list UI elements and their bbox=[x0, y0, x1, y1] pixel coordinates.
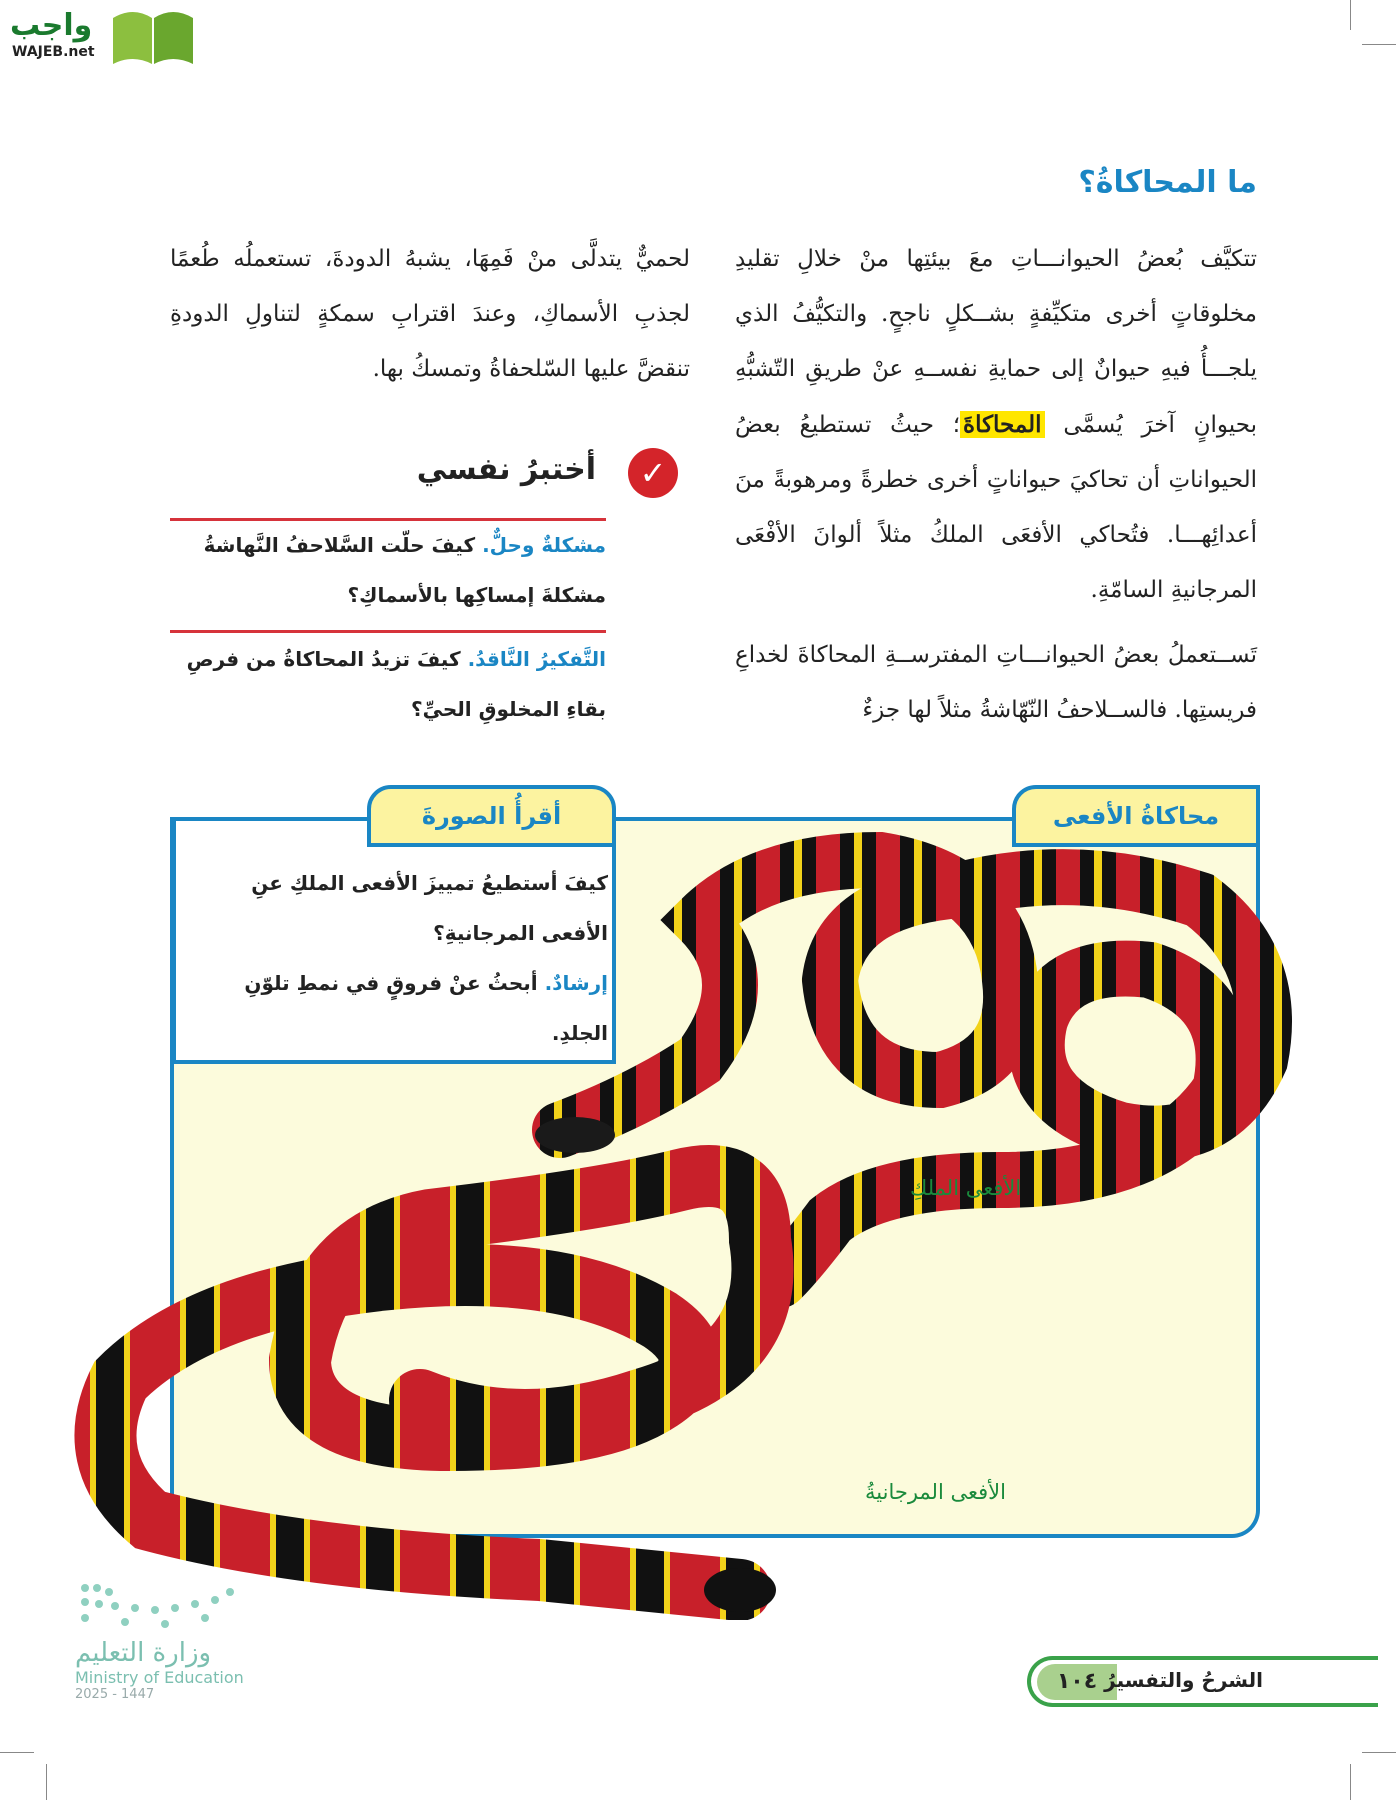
question-text: كيفَ أستطيعُ تمييزَ الأفعى الملكِ عنِ الأفعى المرجانيةِ؟ bbox=[251, 871, 608, 945]
question-text: كيفَ تزيدُ المحاكاةُ من فرصِ بقاءِ المخلوقِ الحيِّ؟ bbox=[186, 647, 606, 721]
page-footer-tab bbox=[1027, 1656, 1378, 1707]
body-text-left: لحميٌّ يتدلَّى منْ فَمِهَا، يشبهُ الدودةَ، تستعملُه طُعمًا لجذبِ الأسماكِ، وعندَ اقترابِ سمكةٍ لتناولِ الدودةِ تنقضَّ عليها السّلحفاةُ وتمسكُ بها. bbox=[170, 246, 690, 382]
ministry-year: 2025 - 1447 bbox=[75, 1687, 155, 1702]
paragraph-text: تَســتعملُ بعضُ الحيوانـــاتِ المفترســةِ المحاكاةَ لخداعِ فريستِها. فالســلاحفُ النّهّاشةُ مثلاً لها جزءٌ bbox=[735, 642, 1257, 723]
king-snake-image bbox=[560, 860, 1264, 1280]
read-image-tab: أقرأُ الصورةَ bbox=[367, 785, 616, 847]
hint-text: أبحثُ عنْ فروقٍ في نمطِ تلوّنِ الجلدِ. bbox=[244, 971, 608, 1045]
ministry-dots-icon bbox=[75, 1578, 245, 1633]
caption-coral-snake: الأفعى المرجانيةُ bbox=[865, 1480, 1006, 1504]
highlighted-term: المحاكاةَ bbox=[960, 411, 1045, 438]
ministry-name-en: Ministry of Education bbox=[75, 1668, 244, 1687]
section-title: ما المحاكاةُ؟ bbox=[1078, 165, 1257, 200]
coral-snake-image bbox=[105, 1176, 762, 1590]
crop-mark bbox=[0, 1752, 34, 1753]
crop-mark bbox=[1350, 1764, 1351, 1800]
crop-mark bbox=[1350, 0, 1351, 30]
page-number: ١٠٤ bbox=[1037, 1664, 1117, 1700]
paragraph-text: تتكيَّف بُعضُ الحيوانـــاتِ معَ بيئتِها منْ خلالِ تقليدِ مخلوقاتٍ أخرى متكيِّفةٍ بشــكلٍ ناجحٍ. والتكيُّفُ الذي يلجـــأُ فيهِ حيوانٌ إلى حمايةِ نفســهِ عنْ طريقِ التّشبُّهِ بحيوانٍ آخرَ يُسمَّى bbox=[735, 246, 1257, 438]
book-icon bbox=[108, 6, 198, 66]
coral-snake-head bbox=[704, 1568, 776, 1612]
question-critical-thinking bbox=[170, 634, 606, 734]
logo-subtext: WAJEB.net bbox=[12, 44, 95, 60]
question-label: مشكلةٌ وحلٌّ. bbox=[482, 533, 606, 557]
caption-king-snake: الأفعى الملكِ bbox=[910, 1176, 1022, 1200]
figure-title-tab: محاكاةُ الأفعى bbox=[1012, 785, 1260, 847]
checkmark-icon: ✓ bbox=[628, 448, 678, 498]
page-section-title: الشرحُ والتفسيرُ bbox=[1104, 1668, 1263, 1692]
paragraph-text: ؛ حيثُ تستطيعُ بعضُ الحيواناتِ أن تحاكيَ حيواناتٍ أخرى خطرةً ومرهوبةً منَ أعدائِهـــا. فتُحاكي الأفعَى الملكُ مثلاً ألوانَ الأفْعَى المرجانيةِ السامّةِ. bbox=[735, 412, 1257, 603]
body-text-right bbox=[735, 232, 1257, 738]
snakes-illustration bbox=[0, 800, 1396, 1620]
logo-text: واجب bbox=[10, 8, 93, 43]
divider bbox=[170, 630, 606, 633]
question-label: التَّفكيرُ النَّاقدُ. bbox=[467, 647, 606, 671]
crop-mark bbox=[1362, 44, 1396, 45]
ministry-name-ar: وزارة التعليم bbox=[75, 1638, 212, 1668]
question-problem-solution bbox=[170, 520, 606, 620]
ministry-logo bbox=[75, 1578, 255, 1702]
hint-label: إرشادٌ. bbox=[544, 971, 608, 995]
question-text: كيفَ حلّت السَّلاحفُ النَّهاشةُ مشكلةَ إمساكِها بالأسماكِ؟ bbox=[203, 533, 606, 607]
king-snake-head bbox=[535, 1117, 615, 1153]
crop-mark bbox=[46, 1764, 47, 1800]
self-check-title: أختبرُ نفسي bbox=[416, 452, 596, 487]
crop-mark bbox=[1362, 1752, 1396, 1753]
